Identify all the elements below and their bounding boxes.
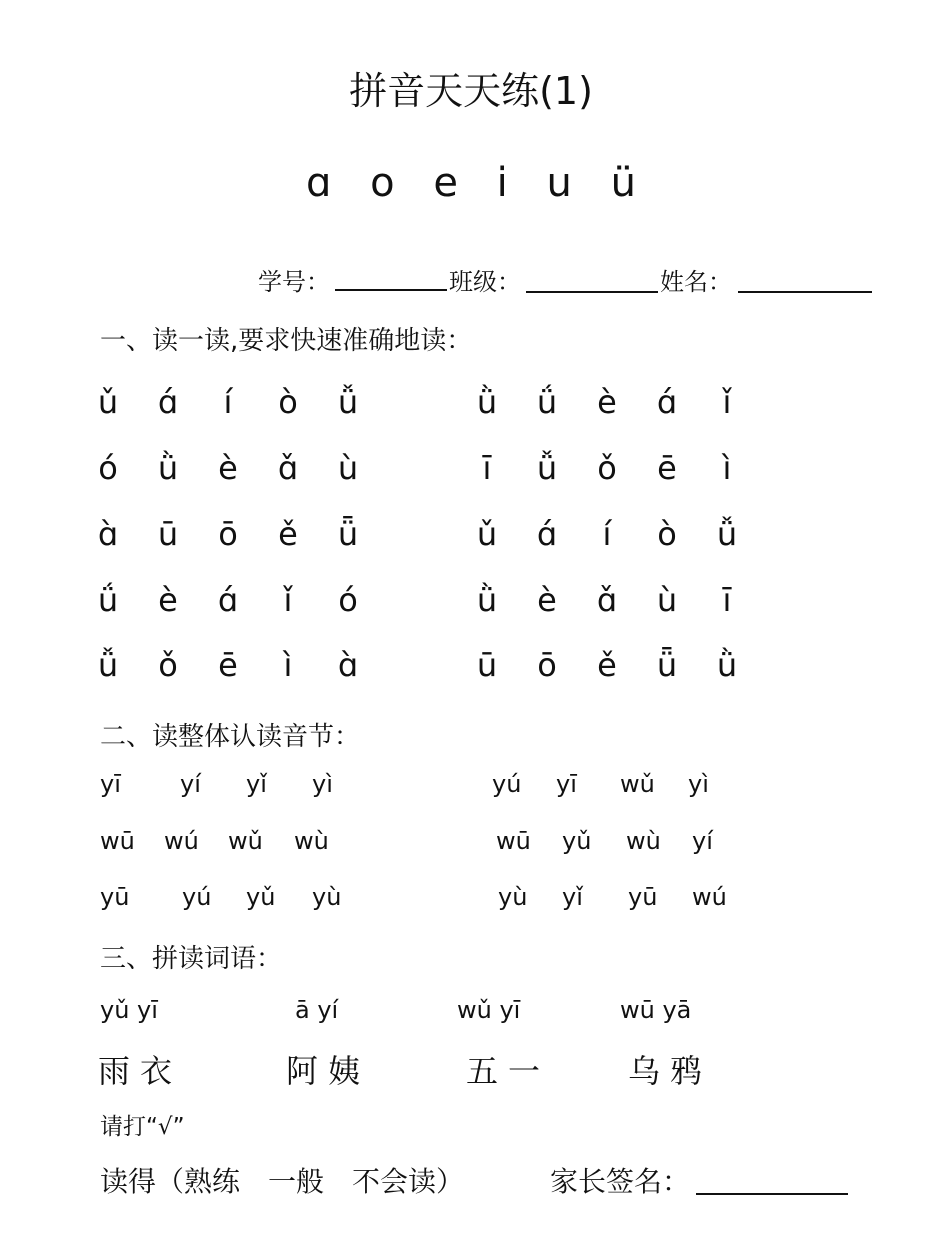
word-pinyin: ā yí [295, 996, 339, 1024]
syllable: yí [180, 770, 201, 798]
tone-letter: ù [656, 581, 678, 619]
tone-letter: ù [337, 449, 359, 487]
tone-letter: è [218, 449, 238, 487]
parent-sign-label: 家长签名： [550, 1165, 691, 1198]
tone-letter: ǜ [157, 449, 179, 487]
syllable: yì [312, 770, 333, 798]
tone-letter: ò [278, 383, 298, 421]
tone-letter: ō [537, 646, 557, 684]
syllable: yū [100, 883, 130, 911]
syllable: yǐ [562, 883, 583, 911]
tone-letter: ǘ [536, 383, 558, 421]
tone-letter: ǜ [716, 646, 738, 684]
section-2-title: 二、读整体认读音节： [100, 722, 361, 752]
syllable: yī [100, 770, 121, 798]
tone-letter: ǚ [716, 515, 738, 553]
syllable: yǐ [246, 770, 267, 798]
tone-letter: ó [338, 581, 358, 619]
tone-letter: ū [157, 515, 179, 553]
vowel: o [370, 160, 395, 206]
syllable: yí [692, 827, 713, 855]
tone-letter: ì [722, 449, 732, 487]
tone-letter: è [597, 383, 617, 421]
check-instruction: 请打“√” [100, 1114, 185, 1140]
name-blank[interactable] [738, 291, 872, 293]
tone-letter: ì [283, 646, 293, 684]
tone-letter: ě [278, 515, 298, 553]
tone-letter: ɑ̌ [596, 581, 618, 619]
tone-letter: ǜ [476, 383, 498, 421]
tone-letter: ǚ [536, 449, 558, 487]
syllable: yù [312, 883, 342, 911]
word-hanzi: 五一 [466, 1052, 551, 1090]
tone-letter: ī [722, 581, 732, 619]
tone-letter: ǔ [476, 515, 498, 553]
vowel: i [496, 160, 508, 206]
syllable: yǔ [562, 827, 592, 855]
reading-level-label: 读得（熟练 一般 不会读） [100, 1165, 465, 1198]
tone-letter: ǘ [97, 581, 119, 619]
tone-letter: ǔ [97, 383, 119, 421]
word-pinyin: wū yā [620, 996, 692, 1024]
class-label: 班级： [449, 268, 521, 296]
tone-letter: ó [98, 449, 118, 487]
tone-letter: ǒ [597, 449, 617, 487]
tone-letter: ò [657, 515, 677, 553]
tone-letter: ū [476, 646, 498, 684]
tone-letter: í [602, 515, 612, 553]
word-pinyin: wǔ yī [457, 996, 521, 1024]
tone-letter: ō [218, 515, 238, 553]
tone-letter: ɑ̀ [337, 646, 359, 684]
tone-letter: ǖ [337, 515, 359, 553]
tone-letter: ǚ [97, 646, 119, 684]
section-1-title: 一、读一读,要求快速准确地读： [100, 326, 473, 356]
vowel-list [0, 160, 942, 206]
syllable: wú [164, 827, 199, 855]
syllable: wǔ [228, 827, 263, 855]
tone-letter: è [158, 581, 178, 619]
syllable: wū [496, 827, 531, 855]
vowel: e [433, 160, 458, 206]
word-pinyin: yǔ yī [100, 996, 158, 1024]
syllable: wū [100, 827, 135, 855]
tone-letter: ǐ [722, 383, 732, 421]
tone-letter: í [223, 383, 233, 421]
syllable: wù [626, 827, 661, 855]
tone-letter: ǖ [656, 646, 678, 684]
tone-letter: ɑ́ [656, 383, 678, 421]
syllable: yì [688, 770, 709, 798]
word-hanzi: 雨衣 [98, 1052, 183, 1090]
student-no-label: 学号： [258, 268, 330, 296]
tone-letter: è [537, 581, 557, 619]
student-no-blank[interactable] [335, 289, 447, 291]
tone-letter: ǚ [337, 383, 359, 421]
syllable: yī [556, 770, 577, 798]
class-blank[interactable] [526, 291, 658, 293]
page-title: 拼音天天练(1) [349, 69, 593, 113]
tone-letter: ɑ́ [217, 581, 239, 619]
parent-sign-blank[interactable] [696, 1193, 848, 1195]
vowel: ü [610, 160, 636, 206]
vowel: ɑ [306, 160, 332, 206]
tone-letter: ǜ [476, 581, 498, 619]
syllable: wǔ [620, 770, 655, 798]
syllable: yū [628, 883, 658, 911]
vowel: u [546, 160, 572, 206]
name-label: 姓名： [660, 268, 732, 296]
syllable: wú [692, 883, 727, 911]
syllable: yù [498, 883, 528, 911]
tone-letter: ě [597, 646, 617, 684]
section-3-title: 三、拼读词语： [100, 944, 283, 974]
tone-letter: ǒ [158, 646, 178, 684]
tone-letter: ē [218, 646, 238, 684]
tone-letter: ɑ́ [157, 383, 179, 421]
syllable: yú [182, 883, 212, 911]
tone-letter: ǐ [283, 581, 293, 619]
word-hanzi: 阿姨 [286, 1052, 371, 1090]
tone-letter: ē [657, 449, 677, 487]
tone-letter: ɑ̀ [97, 515, 119, 553]
syllable: yú [492, 770, 522, 798]
tone-letter: ɑ̌ [277, 449, 299, 487]
tone-letter: ɑ́ [536, 515, 558, 553]
syllable: wù [294, 827, 329, 855]
tone-letter: ī [482, 449, 492, 487]
word-hanzi: 乌鸦 [628, 1052, 713, 1090]
syllable: yǔ [246, 883, 276, 911]
